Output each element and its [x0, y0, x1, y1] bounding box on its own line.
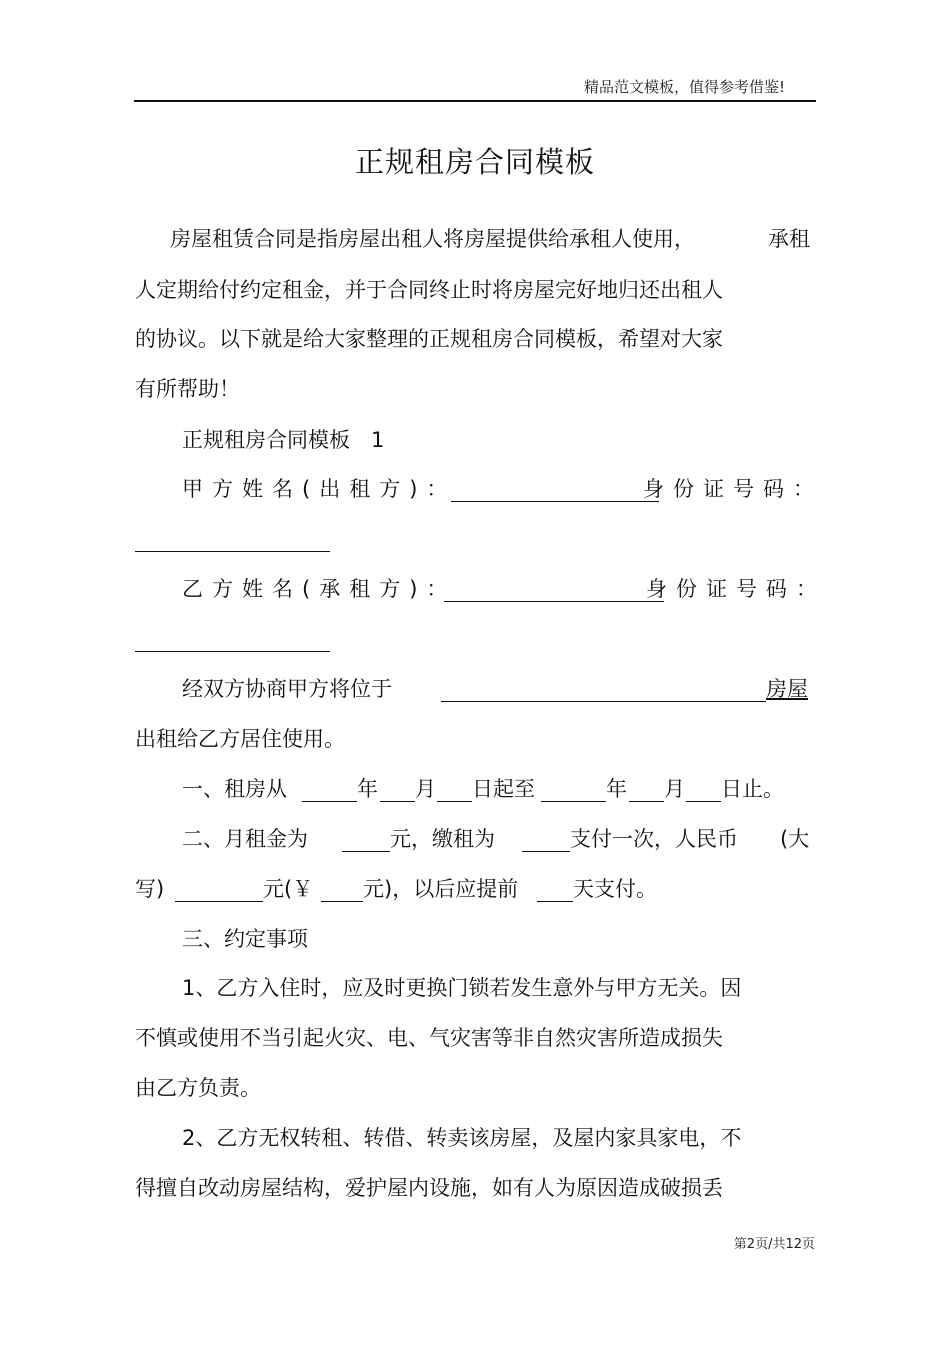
rent-unit-label: 元，缴租为	[390, 827, 495, 851]
clause-2-text: 二、月租金为	[182, 827, 308, 851]
pay-period-blank[interactable]	[522, 831, 570, 852]
party-a-id-label: 身份证号码：	[643, 477, 823, 501]
page-number: 第2页/共12页	[733, 1237, 815, 1252]
item-2-line-1: 2、乙方无权转租、转借、转卖该房屋，及屋内家具家电，不	[182, 1126, 742, 1150]
numeric-amount-blank[interactable]	[321, 881, 363, 902]
party-b-id-blank[interactable]	[135, 631, 330, 652]
party-a-id-blank[interactable]	[135, 531, 330, 552]
intro-line-1b: 承租	[768, 227, 810, 251]
year-label: 年	[357, 777, 378, 801]
section-heading-1: 正规租房合同模板 1	[182, 428, 385, 452]
party-a-name-blank[interactable]	[451, 481, 659, 502]
location-blank[interactable]	[441, 681, 766, 702]
party-b-id-label: 身份证号码：	[646, 577, 826, 601]
intro-line-2: 人定期给付约定租金，并于合同终止时将房屋完好地归还出租人	[135, 278, 723, 302]
start-year-blank[interactable]	[302, 781, 357, 802]
end-day-label: 日止。	[721, 777, 784, 801]
clause-3-title: 三、约定事项	[182, 927, 308, 951]
page-header: 精品范文模板，值得参考借鉴!	[583, 78, 785, 96]
location-text-a: 经双方协商甲方将位于	[182, 677, 392, 701]
header-divider	[134, 100, 816, 102]
clause-1-text: 一、租房从	[182, 777, 287, 801]
advance-label: 元)，以后应提前	[363, 877, 519, 901]
end-month-blank[interactable]	[629, 781, 664, 802]
end-month-label: 月	[664, 777, 685, 801]
capital-close-label: 写)	[135, 877, 165, 901]
start-month-blank[interactable]	[380, 781, 415, 802]
end-day-blank[interactable]	[686, 781, 721, 802]
document-title: 正规租房合同模板	[354, 145, 595, 179]
yuan-symbol-label: 元(￥	[263, 877, 314, 901]
start-day-blank[interactable]	[437, 781, 472, 802]
item-2-line-2: 得擅自改动房屋结构，爱护屋内设施，如有人为原因造成破损丢	[135, 1176, 723, 1200]
party-b-label: 乙方姓名(承租方)：	[182, 577, 457, 601]
advance-days-blank[interactable]	[537, 881, 573, 902]
item-1-line-2: 不慎或使用不当引起火灾、电、气灾害等非自然灾害所造成损失	[135, 1026, 723, 1050]
capital-open-label: (大	[780, 827, 810, 851]
days-pay-label: 天支付。	[573, 877, 657, 901]
party-a-label: 甲方姓名(出租方)：	[182, 477, 457, 501]
item-1-line-1: 1、乙方入住时，应及时更换门锁若发生意外与甲方无关。因	[182, 976, 742, 1000]
month-label: 月	[415, 777, 436, 801]
party-b-name-blank[interactable]	[444, 581, 664, 602]
pay-once-label: 支付一次，人民币	[570, 827, 738, 851]
end-year-blank[interactable]	[541, 781, 606, 802]
intro-line-4: 有所帮助！	[135, 377, 240, 401]
item-1-line-3: 由乙方负责。	[135, 1076, 261, 1100]
intro-line-3: 的协议。以下就是给大家整理的正规租房合同模板，希望对大家	[135, 327, 723, 351]
capital-amount-blank[interactable]	[175, 881, 263, 902]
day-to-label: 日起至	[472, 777, 535, 801]
location-text-b: 房屋	[766, 677, 808, 701]
end-year-label: 年	[606, 777, 627, 801]
rent-amount-blank[interactable]	[342, 831, 390, 852]
intro-line-1a: 房屋租赁合同是指房屋出租人将房屋提供给承租人使用，	[170, 227, 695, 251]
location-text-c: 出租给乙方居住使用。	[135, 727, 345, 751]
